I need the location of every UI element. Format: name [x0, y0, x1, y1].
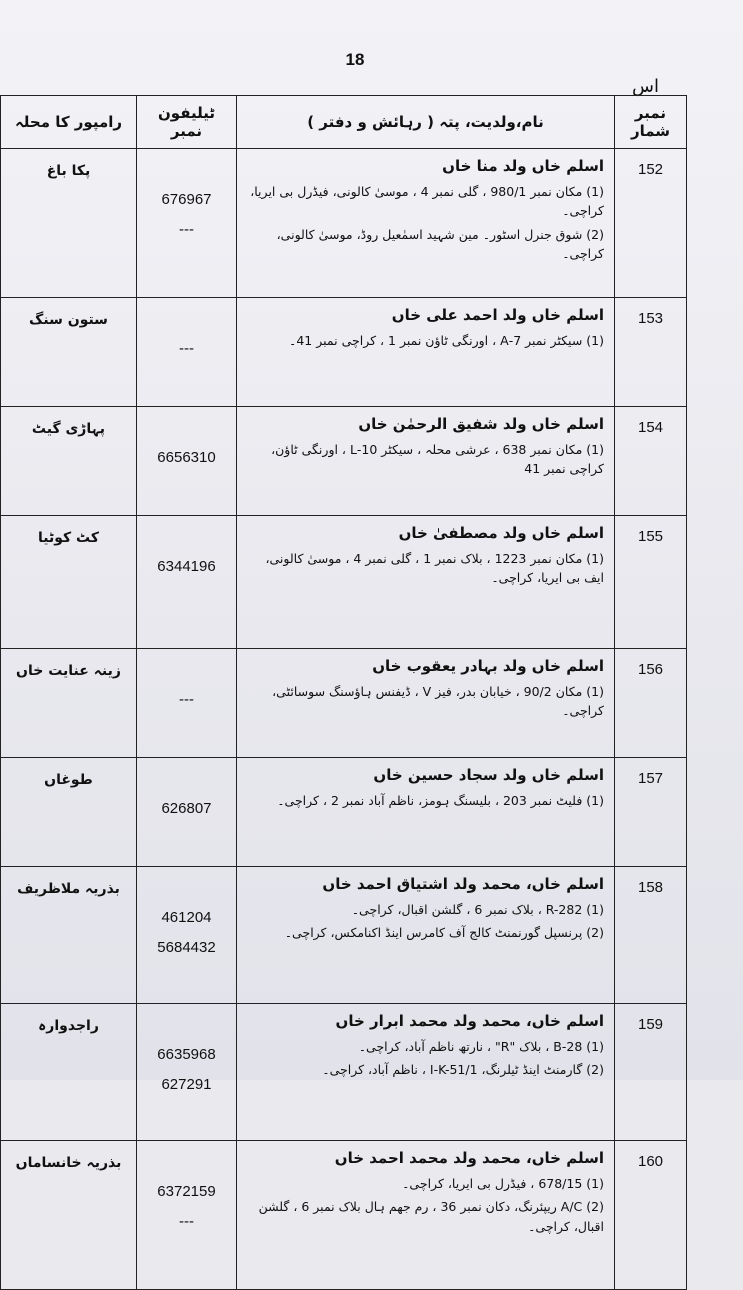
- person-name: اسلم خاں ولد احمد علی خاں: [391, 306, 604, 324]
- serial-cell: 152: [615, 149, 687, 298]
- area-cell: ستون سنگ: [1, 298, 137, 407]
- phone-cell: [137, 149, 237, 298]
- header-row: [1, 96, 687, 149]
- serial-cell: 153: [615, 298, 687, 407]
- area-cell: بذریہ خانساماں: [1, 1141, 137, 1290]
- serial-cell: 158: [615, 867, 687, 1004]
- name-cell: [237, 149, 615, 298]
- address-line: (1) مکان 90/2 ، خیابان بدر، فیز V ، ڈیفنس ہاؤسنگ سوسائٹی، کراچی۔: [272, 684, 604, 719]
- address-line: (1) B-28 ، بلاک "R" ، نارتھ ناظم آباد، کراچی۔: [358, 1039, 604, 1054]
- header-area: رامپور کا محلہ: [1, 96, 137, 149]
- serial-cell: 160: [615, 1141, 687, 1290]
- phone-number: ---: [179, 1213, 194, 1230]
- phone-number: 627291: [161, 1076, 212, 1093]
- phone-number: ---: [179, 340, 194, 357]
- area-cell: پکا باغ: [1, 149, 137, 298]
- serial-cell: 154: [615, 407, 687, 516]
- phone-number: 6372159: [157, 1183, 216, 1200]
- table-row: [1, 867, 687, 1004]
- table-row: [1, 149, 687, 298]
- name-cell: [237, 649, 615, 758]
- person-name: اسلم خاں، محمد ولد محمد ابرار خاں: [335, 1012, 604, 1030]
- phone-number: 461204: [161, 909, 212, 926]
- name-cell: [237, 758, 615, 867]
- name-cell: [237, 1141, 615, 1290]
- area-cell: کٹ کوٹیا: [1, 516, 137, 649]
- section-letter: اس: [632, 76, 659, 97]
- person-name: اسلم خاں ولد سجاد حسین خاں: [373, 766, 604, 784]
- area-cell: پہاڑی گیٹ: [1, 407, 137, 516]
- phone-number: ---: [179, 691, 194, 708]
- table-row: [1, 516, 687, 649]
- name-cell: [237, 516, 615, 649]
- table-row: [1, 1004, 687, 1141]
- header-phone: ٹیلیفون نمبر: [137, 96, 237, 149]
- phone-cell: [137, 516, 237, 649]
- area-cell: بذریہ ملاظریف: [1, 867, 137, 1004]
- address-line: (1) R-282 ، بلاک نمبر 6 ، گلشن اقبال، کراچی۔: [351, 902, 604, 917]
- person-name: اسلم خاں، محمد ولد محمد احمد خاں: [334, 1149, 604, 1167]
- phone-cell: [137, 758, 237, 867]
- person-name: اسلم خاں، محمد ولد اشتیاق احمد خاں: [322, 875, 604, 893]
- phone-cell: [137, 298, 237, 407]
- person-name: اسلم خاں ولد منا خاں: [442, 157, 604, 175]
- address-line: (2) A/C ریپئرنگ، دکان نمبر 36 ، رم جھم ہال بلاک نمبر 6 ، گلشن اقبال، کراچی۔: [258, 1199, 604, 1234]
- serial-cell: 159: [615, 1004, 687, 1141]
- table-row: [1, 758, 687, 867]
- phone-number: 676967: [161, 191, 212, 208]
- person-name: اسلم خاں ولد مصطفیٰ خاں: [398, 524, 604, 542]
- phone-number: 6344196: [157, 558, 216, 575]
- phone-number: 626807: [161, 800, 212, 817]
- header-name: نام،ولدیت، پتہ ( رہائش و دفتر ): [237, 96, 615, 149]
- phone-cell: [137, 649, 237, 758]
- table-row: [1, 298, 687, 407]
- area-cell: راجدوارہ: [1, 1004, 137, 1141]
- area-cell: زینہ عنایت خاں: [1, 649, 137, 758]
- address-line: (1) فلیٹ نمبر 203 ، بلیسنگ ہومز، ناظم آباد نمبر 2 ، کراچی۔: [277, 793, 604, 808]
- area-cell: طوغاں: [1, 758, 137, 867]
- address-line: (2) پرنسپل گورنمنٹ کالج آف کامرس اینڈ اکنامکس، کراچی۔: [284, 925, 604, 941]
- table-row: [1, 649, 687, 758]
- phone-number: 6635968: [157, 1046, 216, 1063]
- address-line: (1) مکان نمبر 980/1 ، گلی نمبر 4 ، موسیٰ کالونی، فیڈرل بی ایریا، کراچی۔: [250, 184, 604, 219]
- phone-cell: [137, 867, 237, 1004]
- person-name: اسلم خاں ولد بہادر یعقوب خاں: [372, 657, 604, 675]
- phone-number: ---: [179, 221, 194, 238]
- address-line: (1) مکان نمبر 638 ، عرشی محلہ ، سیکٹر 10-L ، اورنگی ٹاؤن، کراچی نمبر 41: [271, 442, 604, 477]
- phone-number: 6656310: [157, 449, 216, 466]
- address-line: (2) گارمنٹ اینڈ ٹیلرنگ، I-K-51/1 ، ناظم آباد، کراچی۔: [322, 1062, 604, 1078]
- serial-cell: 155: [615, 516, 687, 649]
- name-cell: [237, 407, 615, 516]
- person-name: اسلم خاں ولد شفیق الرحمٰن خاں: [358, 415, 604, 433]
- phone-cell: [137, 1004, 237, 1141]
- header-serial: نمبر شمار: [615, 96, 687, 149]
- name-cell: [237, 867, 615, 1004]
- phone-cell: [137, 407, 237, 516]
- address-line: (1) 678/15 ، فیڈرل بی ایریا، کراچی۔: [402, 1176, 604, 1191]
- page-number: 18: [345, 50, 365, 69]
- table-row: [1, 1141, 687, 1290]
- serial-cell: 156: [615, 649, 687, 758]
- serial-cell: 157: [615, 758, 687, 867]
- address-line: (1) مکان نمبر 1223 ، بلاک نمبر 1 ، گلی نمبر 4 ، موسیٰ کالونی، ایف بی ایریا، کراچی۔: [265, 551, 604, 586]
- address-line: (2) شوق جنرل اسٹور۔ مین شہید اسمٰعیل روڈ، موسیٰ کالونی، کراچی۔: [276, 226, 604, 262]
- table-row: [1, 407, 687, 516]
- directory-table: [0, 95, 687, 1290]
- name-cell: [237, 1004, 615, 1141]
- phone-number: 5684432: [157, 939, 216, 956]
- address-line: (1) سیکٹر نمبر 7-A ، اورنگی ٹاؤن نمبر 1 ، کراچی نمبر 41۔: [289, 333, 604, 348]
- name-cell: [237, 298, 615, 407]
- phone-cell: [137, 1141, 237, 1290]
